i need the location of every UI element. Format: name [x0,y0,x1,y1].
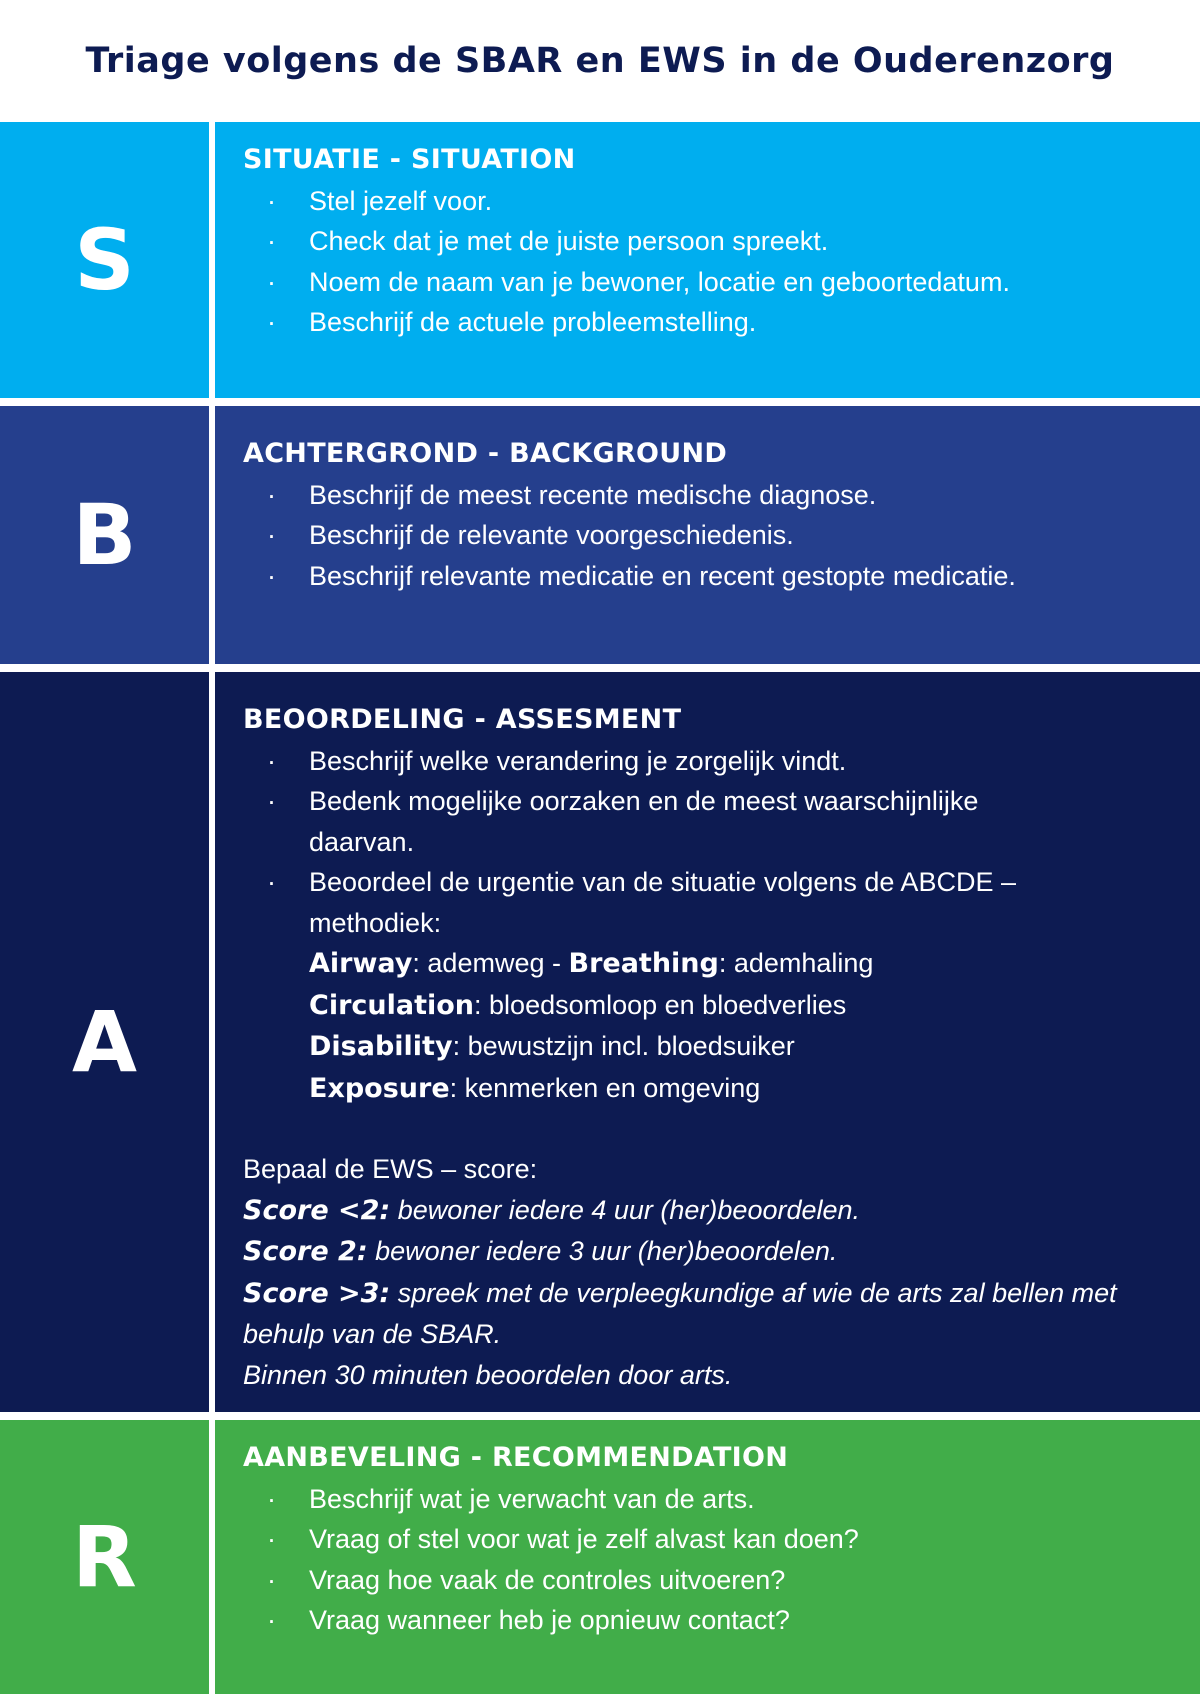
column-divider [209,1420,215,1694]
section-separator [0,398,1200,406]
section-heading-background: ACHTERGROND - BACKGROUND [243,438,728,469]
disability-desc: : bewustzijn incl. bloedsuiker [452,1031,795,1061]
ews-score-2-label: Score 2: [243,1236,368,1267]
list-item: · Check dat je met de juiste persoon spreekt. [243,221,1180,262]
ews-score-2-text: bewoner iedere 3 uur (her)beoordelen. [367,1236,838,1266]
list-item: · Beschrijf relevante medicatie en recent gestopte medicatie. [243,556,1020,597]
ews-score-1 [243,1190,1140,1232]
ews-score-3 [243,1273,1140,1355]
section-letter-r: R [72,1508,137,1606]
ews-score-1-label: Score <2: [243,1194,391,1226]
list-item: · Beschrijf welke verandering je zorgelijk vindt. [243,741,1020,782]
ews-score-2 [243,1231,1140,1273]
breathing-term: Breathing [568,948,719,979]
abcde-line-exposure [309,1068,1140,1110]
circulation-desc: : bloedsomloop en bloedverlies [474,989,847,1020]
list-item: · Beschrijf de relevante voorgeschiedenis. [243,515,1020,556]
ews-final: Binnen 30 minuten beoordelen door arts. [243,1359,733,1390]
list-item: · Beschrijf de actuele probleemstelling. [243,302,1180,343]
section-letter-a: A [71,993,137,1091]
abcde-line-disability [309,1026,1140,1068]
ews-block [243,1149,1140,1395]
section-letter-b: B [72,486,137,584]
abcde-line-airway-breathing [309,943,1140,985]
section-recommendation [0,1420,1200,1694]
ews-score-3-text: spreek met de verpleegkundige af wie de arts zal bellen met behulp van de SBAR. [243,1277,1117,1349]
abcde-list [243,943,1140,1109]
ews-intro: Bepaal de EWS – score: [243,1154,538,1184]
ews-score-3-label: Score >3: [243,1277,391,1309]
section-heading-assessment: BEOORDELING - ASSESMENT [243,704,682,735]
list-item: · Bedenk mogelijke oorzaken en de meest waarschijnlijke daarvan. [243,781,1020,862]
list-item: · Vraag hoe vaak de controles uitvoeren? [243,1560,1180,1601]
ews-score-1-text: bewoner iedere 4 uur (her)beoordelen. [390,1194,861,1225]
assessment-list [243,741,1140,944]
column-divider [209,122,215,398]
list-item: · Vraag of stel voor wat je zelf alvast kan doen? [243,1519,1180,1560]
column-divider [209,406,215,664]
airway-term: Airway [309,948,413,979]
section-background [0,406,1200,664]
exposure-desc: : kenmerken en omgeving [449,1072,761,1103]
list-item: · Beschrijf wat je verwacht van de arts. [243,1479,1180,1520]
disability-term: Disability [309,1031,453,1062]
list-item: · Noem de naam van je bewoner, locatie en geboortedatum. [243,262,1180,303]
list-item: · Vraag wanneer heb je opnieuw contact? [243,1600,1180,1641]
column-divider [209,672,215,1412]
list-item: · Stel jezelf voor. [243,181,1180,222]
section-assessment [0,672,1200,1412]
list-item: · Beoordeel de urgentie van de situatie volgens de ABCDE – methodiek: [243,862,1020,943]
exposure-term: Exposure [309,1072,450,1104]
page-title: Triage volgens de SBAR en EWS in de Ouderenzorg [85,41,1115,81]
section-separator [0,664,1200,672]
abcde-line-circulation [309,985,1140,1027]
section-heading-recommendation: AANBEVELING - RECOMMENDATION [243,1442,789,1473]
airway-desc: : ademweg - [412,948,569,978]
section-situation [0,122,1200,398]
section-letter-s: S [74,211,135,309]
section-separator [0,1412,1200,1420]
list-item: · Beschrijf de meest recente medische diagnose. [243,475,1020,516]
circulation-term: Circulation [309,989,475,1021]
breathing-desc: : ademhaling [718,948,874,978]
situation-list [243,181,1180,343]
background-list [243,475,1020,597]
recommendation-list [243,1479,1180,1641]
section-heading-situation: SITUATIE - SITUATION [243,144,576,175]
